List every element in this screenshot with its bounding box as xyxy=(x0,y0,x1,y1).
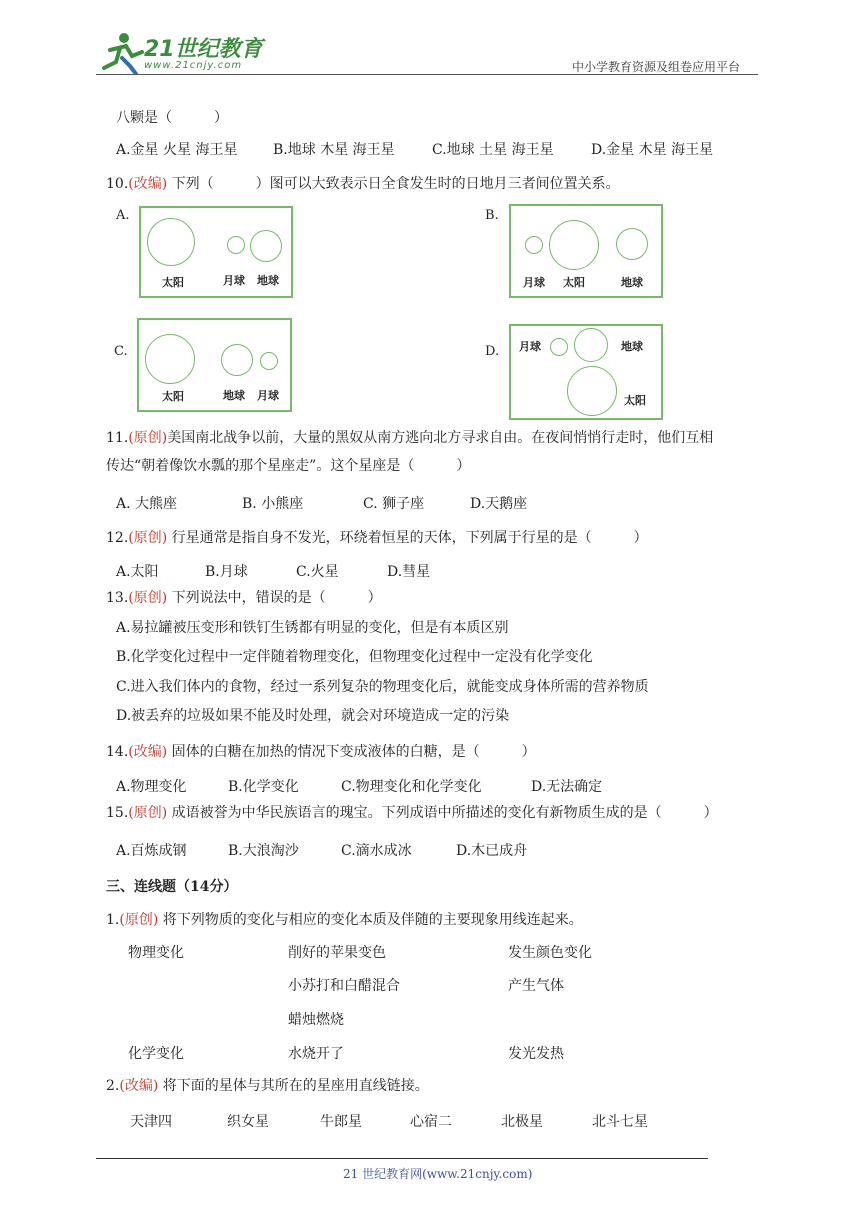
q9-option-a: A.金星 火星 海王星 xyxy=(116,142,238,158)
diagram-b-label-3: 地球 xyxy=(621,276,643,289)
diagram-a-sun xyxy=(147,218,195,266)
match-2-tag: (改编) xyxy=(119,1078,159,1094)
diagram-c-moon xyxy=(260,352,278,370)
q12-option-b: B.月球 xyxy=(205,564,248,580)
diagram-a-label-3: 地球 xyxy=(257,274,279,287)
q12-stem: 行星通常是指自身不发光，环绕着恒星的天体，下列属于行星的是（ ） xyxy=(171,530,648,546)
match-2-stem: 将下面的星体与其所在的星座用直线链接。 xyxy=(162,1078,429,1094)
q13-tag: (原创) xyxy=(128,590,168,606)
diagram-b-label-1: 月球 xyxy=(523,276,545,289)
match-1-tag: (原创) xyxy=(119,912,159,928)
q13-option-d: D.被丢弃的垃圾如果不能及时处理，就会对环境造成一定的污染 xyxy=(116,708,510,724)
match-2-item-2: 织女星 xyxy=(227,1114,269,1130)
diagram-d-label-2: 地球 xyxy=(621,340,643,353)
q11-text-1: 美国南北战争以前，大量的黑奴从南方逃向北方寻求自由。在夜间悄悄行走时，他们互相 xyxy=(167,430,714,446)
q13-option-b: B.化学变化过程中一定伴随着物理变化，但物理变化过程中一定没有化学变化 xyxy=(116,649,593,665)
match-1-col3-item-2: 产生气体 xyxy=(508,978,564,994)
q15-number: 15. xyxy=(106,805,129,821)
match-1-col1-item-1: 物理变化 xyxy=(128,945,184,961)
runner-logo-icon xyxy=(96,30,144,74)
q9-option-c: C.地球 土星 海王星 xyxy=(432,142,554,158)
q13-number: 13. xyxy=(106,590,129,606)
q10-question xyxy=(106,174,620,194)
diagram-d-letter: D. xyxy=(485,344,500,359)
diagram-b-label-2: 太阳 xyxy=(563,276,585,289)
footer-divider xyxy=(96,1158,708,1159)
diagram-c-earth xyxy=(221,344,253,376)
logo-text: 21世纪教育 xyxy=(144,37,263,62)
q15-stem: 成语被誉为中华民族语言的瑰宝。下列成语中所描述的变化有新物质生成的是（ ） xyxy=(171,805,718,821)
match-1-stem: 将下列物质的变化与相应的变化本质及伴随的主要现象用线连起来。 xyxy=(162,912,583,928)
match-1-number: 1. xyxy=(106,912,120,928)
logo-url: www.21cnjy.com xyxy=(144,60,243,71)
q14-option-a: A.物理变化 xyxy=(116,779,187,795)
q14-option-d: D.无法确定 xyxy=(531,779,603,795)
q11-tag: (原创) xyxy=(128,430,168,446)
diagram-d-label-3: 太阳 xyxy=(624,394,646,407)
diagram-b-sun xyxy=(549,220,599,270)
q11-option-d: D.天鹅座 xyxy=(470,496,528,512)
diagram-b-earth xyxy=(616,228,648,260)
diagram-c-letter: C. xyxy=(114,344,128,359)
match-2-item-3: 牛郎星 xyxy=(320,1114,362,1130)
diagram-d-earth xyxy=(574,328,608,362)
q11-option-a: A. 大熊座 xyxy=(116,496,178,512)
q9-option-d: D.金星 木星 海王星 xyxy=(591,142,714,158)
q12-option-d: D.彗星 xyxy=(387,564,431,580)
q15-option-d: D.木已成舟 xyxy=(456,843,528,859)
diagram-d-sun xyxy=(567,366,617,416)
match-2-question xyxy=(106,1076,429,1096)
footer-text[interactable]: 21 世纪教育网(www.21cnjy.com) xyxy=(343,1167,533,1181)
match-1-col2-item-4: 水烧开了 xyxy=(288,1046,344,1062)
diagram-b xyxy=(509,204,663,298)
q15-option-a: A.百炼成钢 xyxy=(116,843,187,859)
match-2-item-4: 心宿二 xyxy=(410,1114,452,1130)
q11-option-c: C. 狮子座 xyxy=(363,496,425,512)
diagram-c-label-3: 月球 xyxy=(257,389,279,402)
q9-stem: 八颗是（ ） xyxy=(116,110,228,126)
q11-option-b: B. 小熊座 xyxy=(242,496,304,512)
q12-question xyxy=(106,528,648,548)
q9-option-b: B.地球 木星 海王星 xyxy=(273,142,395,158)
diagram-a-label-2: 月球 xyxy=(223,274,245,287)
diagram-a-label-1: 太阳 xyxy=(162,276,184,289)
q11-line-2: 传达“朝着像饮水瓢的那个星座走”。这个星座是（ ） xyxy=(106,458,471,474)
section-3-title: 三、连线题（14分） xyxy=(106,879,238,895)
match-1-col3-item-1: 发生颜色变化 xyxy=(508,945,592,961)
match-2-item-6: 北斗七星 xyxy=(592,1114,648,1130)
match-2-number: 2. xyxy=(106,1078,120,1094)
match-1-col2-item-3: 蜡烛燃烧 xyxy=(288,1012,344,1028)
diagram-c-label-1: 太阳 xyxy=(162,390,184,403)
diagram-a-moon xyxy=(227,236,245,254)
q11-number: 11. xyxy=(106,430,129,446)
q14-stem: 固体的白糖在加热的情况下变成液体的白糖，是（ ） xyxy=(171,744,536,760)
diagram-a-letter: A. xyxy=(116,208,130,223)
q12-option-a: A.太阳 xyxy=(116,564,159,580)
q15-option-b: B.大浪淘沙 xyxy=(228,843,299,859)
q15-question xyxy=(106,803,718,823)
q13-option-c: C.进入我们体内的食物，经过一系列复杂的物理变化后，就能变成身体所需的营养物质 xyxy=(116,679,649,695)
match-1-col2-item-2: 小苏打和白醋混合 xyxy=(288,978,400,994)
diagram-d-label-1: 月球 xyxy=(519,340,541,353)
q15-option-c: C.滴水成冰 xyxy=(341,843,412,859)
match-2-item-5: 北极星 xyxy=(501,1114,543,1130)
match-1-col2-item-1: 削好的苹果变色 xyxy=(288,945,386,961)
q14-option-b: B.化学变化 xyxy=(228,779,299,795)
diagram-c xyxy=(137,318,292,412)
diagram-a xyxy=(139,206,293,298)
q13-option-a: A.易拉罐被压变形和铁钉生锈都有明显的变化，但是有本质区别 xyxy=(116,620,509,636)
q10-stem: 下列（ ）图可以大致表示日全食发生时的日地月三者间位置关系。 xyxy=(171,176,620,192)
match-1-col1-item-2: 化学变化 xyxy=(128,1046,184,1062)
q12-option-c: C.火星 xyxy=(296,564,339,580)
diagram-d xyxy=(509,324,663,420)
diagram-b-moon xyxy=(525,236,543,254)
match-1-col3-item-3: 发光发热 xyxy=(508,1046,564,1062)
q12-tag: (原创) xyxy=(128,530,168,546)
diagram-d-moon xyxy=(550,338,568,356)
header-logo xyxy=(96,30,263,74)
header-platform: 中小学教育资源及组卷应用平台 xyxy=(572,60,741,74)
q13-question xyxy=(106,588,382,608)
q13-stem: 下列说法中，错误的是（ ） xyxy=(171,590,382,606)
header-divider xyxy=(96,74,758,75)
q14-option-c: C.物理变化和化学变化 xyxy=(341,779,482,795)
q10-number: 10. xyxy=(106,176,129,192)
diagram-c-label-2: 地球 xyxy=(223,389,245,402)
match-2-item-1: 天津四 xyxy=(130,1114,172,1130)
q15-tag: (原创) xyxy=(128,805,168,821)
q14-number: 14. xyxy=(106,744,129,760)
q10-tag: (改编) xyxy=(128,176,168,192)
diagram-a-earth xyxy=(250,230,282,262)
q14-question xyxy=(106,742,536,762)
q12-number: 12. xyxy=(106,530,129,546)
diagram-c-sun xyxy=(145,334,195,384)
diagram-b-letter: B. xyxy=(485,208,499,223)
q14-tag: (改编) xyxy=(128,744,168,760)
q11-line-1 xyxy=(106,428,713,448)
match-1-question xyxy=(106,910,583,930)
